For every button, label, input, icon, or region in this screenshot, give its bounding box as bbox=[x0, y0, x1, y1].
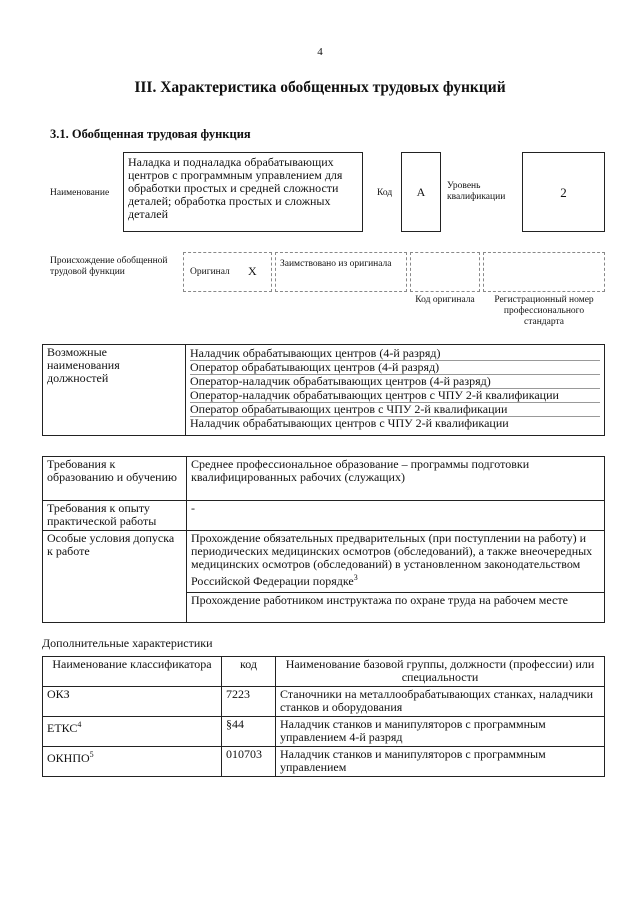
position-item: Наладчик обрабатывающих центров (4-й разряд) bbox=[190, 347, 600, 361]
function-name: Наладка и подналадка обрабатывающих центров с программным управлением для обработки простых и средней сложности деталей; обработка простых и сложных деталей bbox=[123, 152, 363, 232]
classifier-text: ОКЗ bbox=[47, 687, 70, 701]
additional-table bbox=[42, 656, 605, 777]
positions-list bbox=[186, 345, 604, 431]
position-item: Оператор обрабатывающих центров с ЧПУ 2-й квалификации bbox=[190, 403, 600, 417]
level-label: Уровень квалификации bbox=[447, 181, 506, 202]
origin-label: Происхождение обобщенной трудовой функции bbox=[50, 256, 168, 277]
exp-label: Требования к опыту практической работы bbox=[43, 501, 187, 531]
classifier-code: 7223 bbox=[222, 687, 276, 717]
code-value: А bbox=[401, 152, 441, 232]
classifier-code: §44 bbox=[222, 717, 276, 747]
header-code: код bbox=[222, 657, 276, 687]
classifier-desc: Станочники на металлообрабатывающих станках, наладчики станков и оборудования bbox=[276, 687, 605, 717]
footnote-3: 3 bbox=[353, 573, 358, 582]
table-row bbox=[43, 717, 605, 747]
position-item: Наладчик обрабатывающих центров с ЧПУ 2-й квалификации bbox=[190, 416, 509, 430]
classifier-desc: Наладчик станков и манипуляторов с программным управлением bbox=[276, 747, 605, 777]
additional-title: Дополнительные характеристики bbox=[42, 636, 213, 650]
classifier-name bbox=[43, 717, 222, 747]
edu-label: Требования к образованию и обучению bbox=[43, 457, 187, 501]
subsection-title: 3.1. Обобщенная трудовая функция bbox=[50, 127, 251, 141]
special-label: Особые условия допуска к работе bbox=[43, 531, 187, 623]
edu-value: Среднее профессиональное образование – программы подготовки квалифицированных рабочих (служащих) bbox=[187, 457, 605, 501]
name-label: Наименование bbox=[50, 188, 110, 198]
table-row bbox=[43, 747, 605, 777]
positions-table bbox=[42, 344, 605, 436]
requirements-table bbox=[42, 456, 605, 623]
reg-number-caption: Регистрационный номер профессионального стандарта bbox=[494, 295, 594, 327]
original-box bbox=[183, 252, 272, 292]
position-item: Оператор-наладчик обрабатывающих центров с ЧПУ 2-й квалификации bbox=[190, 389, 600, 403]
footnote-4: 4 bbox=[77, 720, 82, 729]
code-original-box bbox=[410, 252, 480, 292]
classifier-name bbox=[43, 687, 222, 717]
code-original-caption: Код оригинала bbox=[415, 295, 475, 305]
classifier-text: ОКНПО bbox=[47, 751, 90, 765]
position-item: Оператор обрабатывающих центров (4-й разряд) bbox=[190, 361, 600, 375]
code-label: Код bbox=[377, 188, 393, 198]
footnote-5: 5 bbox=[89, 750, 94, 759]
section-title: III. Характеристика обобщенных трудовых функций bbox=[134, 79, 506, 96]
special-value-2: Прохождение работником инструктажа по охране труда на рабочем месте bbox=[187, 593, 605, 623]
level-value: 2 bbox=[522, 152, 605, 232]
header-classifier: Наименование классификатора bbox=[43, 657, 222, 687]
special-text-1: Прохождение обязательных предварительных (при поступлении на работу) и периодических медицинских осмотров (обследований), а также внеочередных медицинских осмотров (обследований) в установленном законодательством Российской Федерации порядке bbox=[191, 531, 593, 588]
original-label: Оригинал bbox=[190, 267, 230, 277]
classifier-name bbox=[43, 747, 222, 777]
original-mark: X bbox=[248, 264, 257, 278]
borrowed-box: Заимствовано из оригинала bbox=[275, 252, 407, 292]
special-value-1 bbox=[187, 531, 605, 593]
classifier-code: 010703 bbox=[222, 747, 276, 777]
exp-value: - bbox=[187, 501, 605, 531]
classifier-text: ЕТКС bbox=[47, 721, 78, 735]
positions-label: Возможные наименования должностей bbox=[43, 345, 186, 435]
reg-number-box bbox=[483, 252, 605, 292]
position-item: Оператор-наладчик обрабатывающих центров (4-й разряд) bbox=[190, 375, 600, 389]
page-number: 4 bbox=[317, 46, 323, 58]
header-group: Наименование базовой группы, должности (профессии) или специальности bbox=[276, 657, 605, 687]
table-row bbox=[43, 687, 605, 717]
classifier-desc: Наладчик станков и манипуляторов с программным управлением 4-й разряд bbox=[276, 717, 605, 747]
